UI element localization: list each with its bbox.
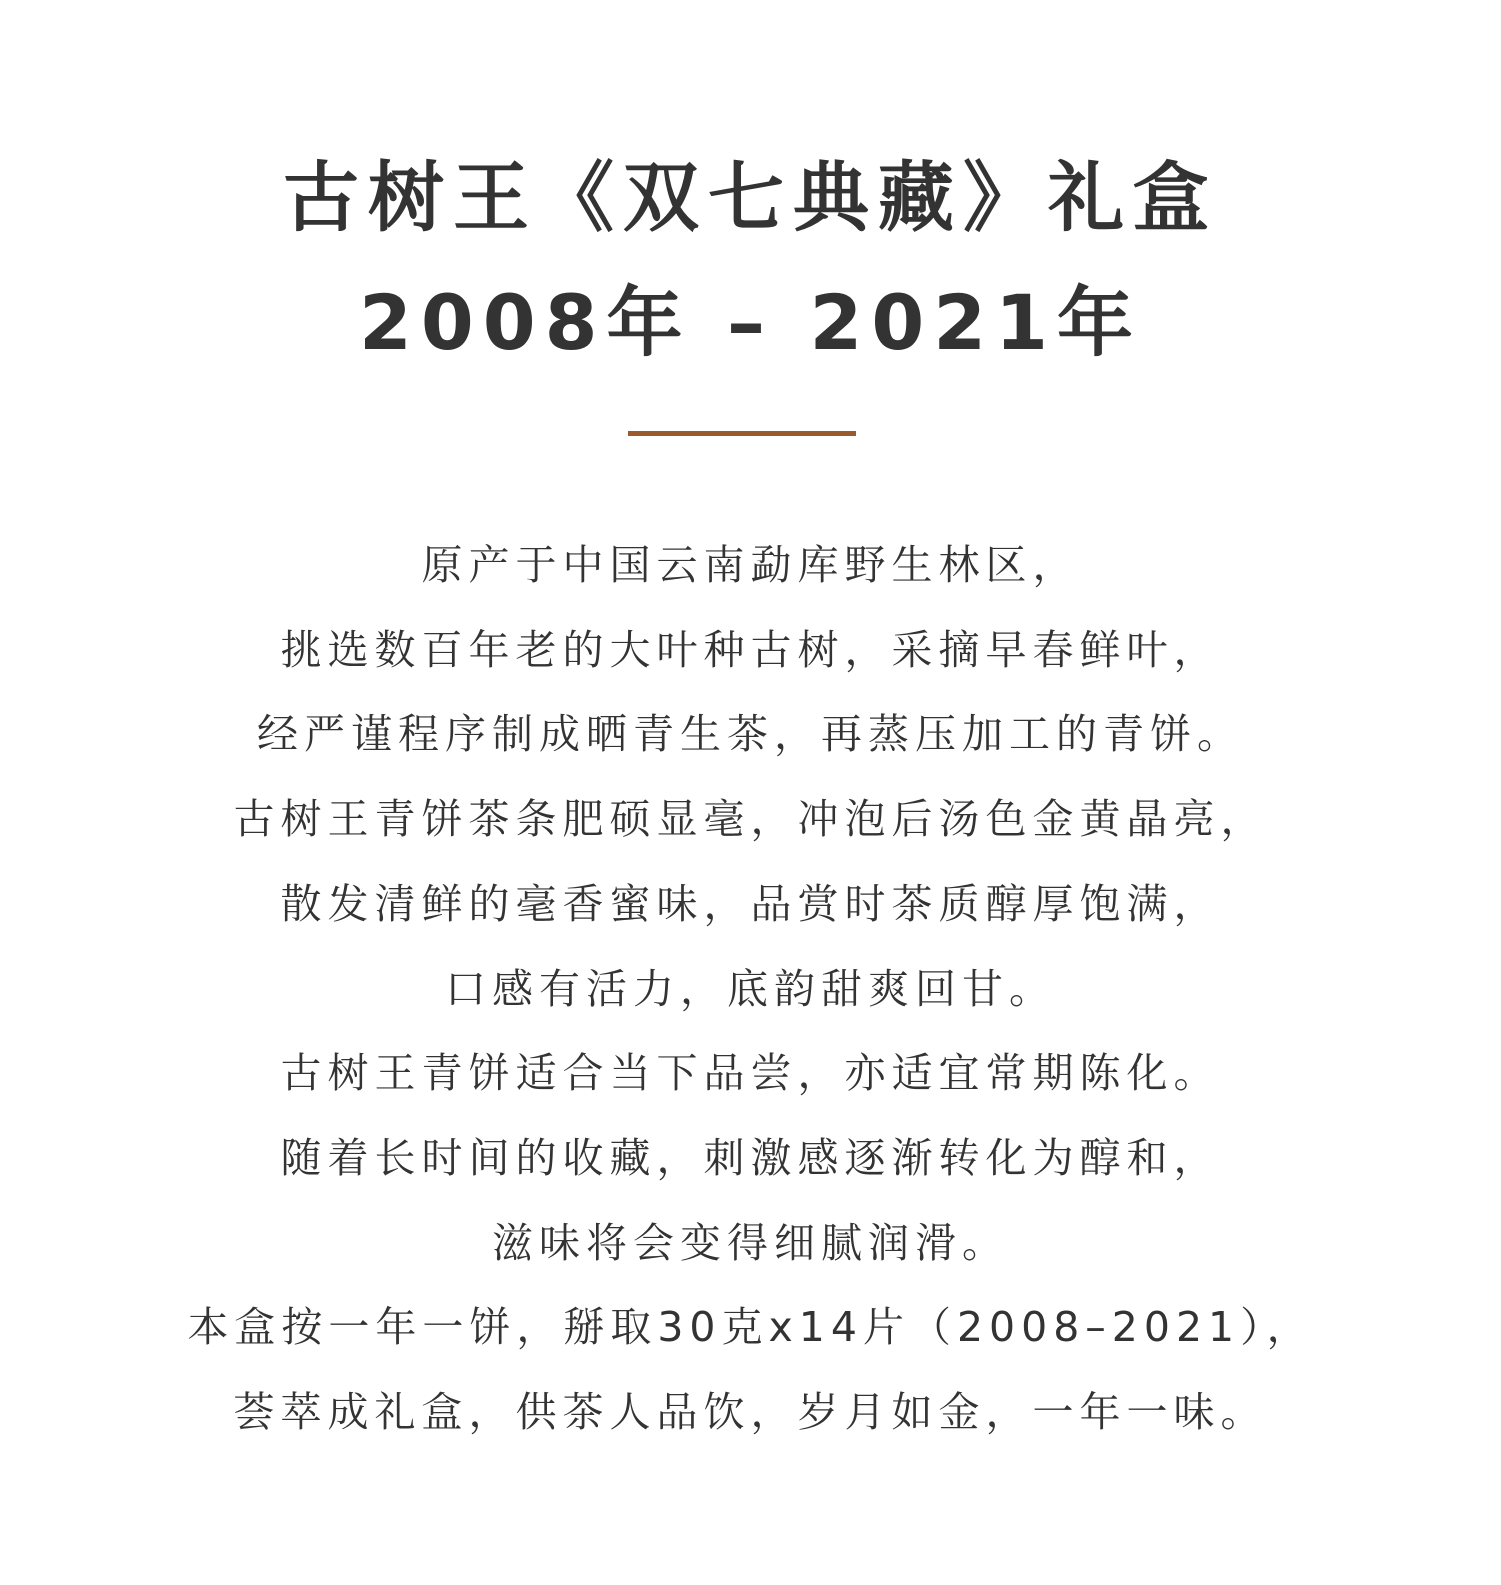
description-line: 经严谨程序制成晒青生茶，再蒸压加工的青饼。: [257, 710, 1244, 759]
description-line: 本盒按一年一饼，掰取30克x14片（2008–2021），: [187, 1303, 1314, 1352]
description-line: 口感有活力，底韵甜爽回甘。: [445, 964, 1056, 1013]
description-line: 古树王青饼茶条肥硕显毫，冲泡后汤色金黄晶亮，: [233, 795, 1268, 844]
description-line: 散发清鲜的毫香蜜味，品赏时茶质醇厚饱满，: [280, 879, 1221, 928]
description-line: 随着长时间的收藏，刺激感逐渐转化为醇和，: [280, 1133, 1221, 1182]
description-line: 古树王青饼适合当下品尝，亦适宜常期陈化。: [280, 1049, 1221, 1098]
description-line: 原产于中国云南勐库野生林区，: [421, 541, 1080, 589]
description-text: [0, 523, 1501, 1455]
description-line: 挑选数百年老的大叶种古树，采摘早春鲜叶，: [280, 625, 1221, 674]
title-block: [0, 135, 1501, 385]
description-line: 荟萃成礼盒，供茶人品饮，岁月如金，一年一味。: [233, 1388, 1268, 1437]
product-title: 古树王《双七典藏》礼盒: [283, 153, 1218, 242]
description-line: 滋味将会变得细腻润滑。: [492, 1218, 1009, 1267]
title-divider: [628, 431, 856, 436]
year-range-title: 2008年 – 2021年: [359, 278, 1142, 367]
